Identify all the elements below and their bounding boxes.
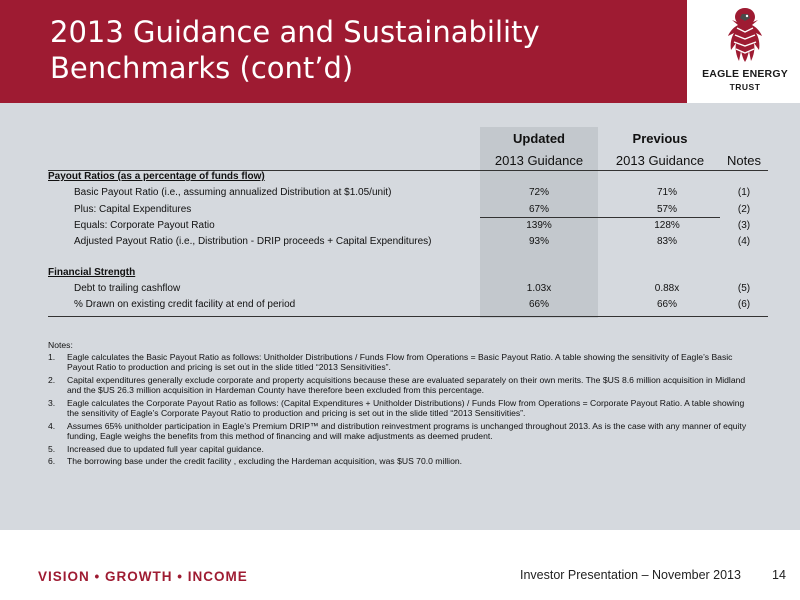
header-previous-2013-guidance: 2013 Guidance	[615, 153, 705, 168]
footnote-text: Capital expenditures generally exclude corporate and property acquisitions because these are evaluated separately on their own merits. The $US 8.6 million acquisition in Midland and the $US 26.3 million acquisition in Hardeman County have therefore been excluded from this percentage.	[67, 374, 746, 395]
note-ref: (6)	[737, 299, 751, 310]
footnote-number: 5.	[48, 443, 56, 454]
note-ref: (5)	[737, 283, 751, 294]
notes-heading: Notes:	[48, 340, 73, 350]
updated-value: 66%	[528, 299, 549, 310]
title-band	[0, 0, 687, 103]
footnote-text: Increased due to updated full year capital guidance.	[67, 443, 264, 454]
header-updated: Updated	[513, 131, 565, 146]
footnote-item	[48, 375, 748, 396]
footnote-item	[48, 421, 748, 442]
slide-header	[0, 0, 800, 103]
table-row	[48, 204, 768, 221]
previous-value: 71%	[656, 187, 677, 198]
header-updated-2013-guidance: 2013 Guidance	[494, 153, 584, 168]
section-label: Financial Strength	[48, 267, 136, 278]
row-label: Adjusted Payout Ratio (i.e., Distribution - DRIP proceeds + Capital Expenditures)	[74, 236, 432, 247]
footnotes	[48, 340, 748, 469]
updated-value: 1.03x	[526, 283, 552, 294]
note-ref: (2)	[737, 204, 751, 215]
logo-text-trust: TRUST	[729, 82, 761, 92]
footnote-text: The borrowing base under the credit facility , excluding the Hardeman acquisition, was $US 70.0 million.	[67, 456, 463, 466]
eagle-energy-logo	[695, 6, 795, 100]
previous-value: 128%	[654, 220, 680, 231]
footnote-number: 3.	[48, 397, 56, 408]
updated-value: 67%	[528, 204, 549, 215]
row-label: Basic Payout Ratio (i.e., assuming annualized Distribution at $1.05/unit)	[74, 187, 392, 198]
previous-value: 57%	[656, 204, 677, 215]
row-label: Debt to trailing cashflow	[74, 283, 181, 294]
footer-presentation-title: Investor Presentation – November 2013	[520, 568, 741, 582]
section-label: Payout Ratios (as a percentage of funds flow)	[48, 171, 265, 182]
footnote-item	[48, 444, 748, 455]
previous-value: 0.88x	[654, 283, 680, 294]
footnote-text: Eagle calculates the Corporate Payout Ratio as follows: (Capital Expenditures + Unitholder Distributions) / Funds Flow from Operations = Corporate Payout Ratio. A table showing the sensitivity of Eagle’s Corporate Payout Ratio to production and pricing is set out in the slide titled “2013 Sensitivities”.	[67, 397, 745, 418]
previous-value: 83%	[656, 236, 677, 247]
footnote-text: Eagle calculates the Basic Payout Ratio as follows: Unitholder Distributions / Funds Flow from Operations = Basic Payout Ratio. A table showing the sensitivity of Eagle’s Basic Payout Ratio to production and pricing is set out in the slide titled “2013 Sensitivities”.	[67, 351, 733, 372]
eagle-icon	[720, 6, 770, 64]
footnote-text: Assumes 65% unitholder participation in Eagle’s Premium DRIP™ and distribution reinvestment programs is unchanged throughout 2013. As is the case with any manner of equity funding, Eagle weighs the benefits from this method of financing and will make adjustments as deemed prudent.	[67, 420, 747, 441]
previous-value: 66%	[656, 299, 677, 310]
footnote-item	[48, 456, 748, 467]
row-label: Plus: Capital Expenditures	[74, 204, 192, 215]
table-row	[48, 236, 768, 253]
page-number: 14	[772, 568, 786, 582]
slide-footer	[0, 530, 800, 600]
table-bottom-divider	[48, 316, 768, 317]
table-row	[48, 283, 768, 300]
slide-title	[50, 14, 670, 86]
row-label: Equals: Corporate Payout Ratio	[74, 220, 215, 231]
footnote-number: 1.	[48, 351, 56, 362]
slide-title-line-2: Benchmarks (cont’d)	[50, 51, 354, 85]
subtotal-divider	[480, 217, 720, 218]
section-financial-strength	[48, 267, 768, 284]
updated-value: 93%	[528, 236, 549, 247]
note-ref: (4)	[737, 236, 751, 247]
updated-value: 139%	[526, 220, 552, 231]
footnote-item	[48, 352, 748, 373]
note-ref: (1)	[737, 187, 751, 198]
row-label: % Drawn on existing credit facility at end of period	[74, 299, 296, 310]
footnote-item	[48, 398, 748, 419]
table-row	[48, 220, 768, 237]
note-ref: (3)	[737, 220, 751, 231]
table-row	[48, 299, 768, 316]
table-row	[48, 187, 768, 204]
footnote-number: 2.	[48, 374, 56, 385]
logo-text-company: EAGLE ENERGY	[702, 68, 788, 80]
footer-tagline: VISION • GROWTH • INCOME	[38, 569, 248, 584]
header-previous: Previous	[632, 131, 688, 146]
section-payout-ratios	[48, 171, 768, 188]
footnote-number: 4.	[48, 420, 56, 431]
slide-body	[0, 103, 800, 530]
footnote-number: 6.	[48, 456, 56, 466]
header-notes: Notes	[727, 153, 761, 168]
updated-value: 72%	[528, 187, 549, 198]
slide-title-line-1: 2013 Guidance and Sustainability	[50, 15, 540, 49]
